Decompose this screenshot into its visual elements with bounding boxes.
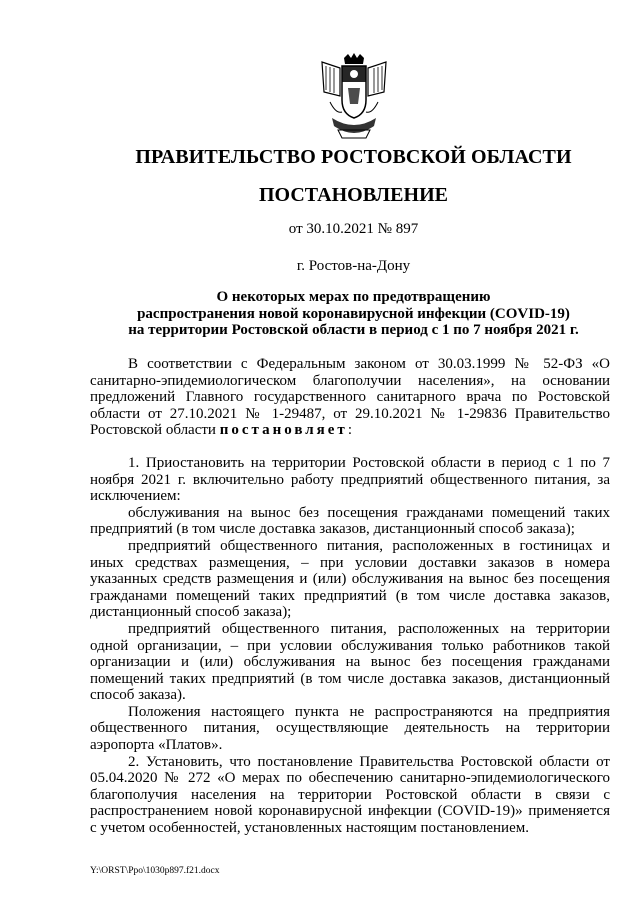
- item-1-exception-b: предприятий общественного питания, расположенных в гостиницах и иных средствах размещения, – при условии доставки заказов в номера указанных средств размещения и (или) обслуживания на вынос без посещения гражданами помещений таких предприятий (в том числе доставка заказов, дистанционный способ заказа);: [90, 537, 610, 621]
- preamble-verb: постановляет: [219, 422, 348, 439]
- footer-file-path: Y:\ORST\Ppo\1030p897.f21.docx: [90, 866, 220, 876]
- item-1-exception-c: предприятий общественного питания, расположенных на территории одной организации, – при условии обслуживания только работников такой организации и (или) обслуживания на вынос без посещения гражданами помещений таких предприятий (в том числе доставка заказов, дистанционный способ заказа).: [90, 620, 610, 704]
- preamble-paragraph: [90, 356, 610, 439]
- organization-title: ПРАВИТЕЛЬСТВО РОСТОВСКОЙ ОБЛАСТИ: [135, 146, 572, 168]
- coat-of-arms-icon: [318, 52, 390, 144]
- document-city: г. Ростов-на-Дону: [296, 258, 411, 274]
- item-2-paragraph: 2. Установить, что постановление Правительства Ростовской области от 05.04.2020 № 272 «О мерах по обеспечению санитарно-эпидемиологического благополучия населения на территории Ростовской области в связи с распространением новой коронавирусной инфекции (COVID-19)» применяется с учетом особенностей, установленных настоящим постановлением.: [90, 753, 610, 837]
- subject-line-2: распространения новой коронавирусной инфекции (COVID-19): [137, 305, 570, 322]
- item-1-note: Положения настоящего пункта не распространяются на предприятия общественного питания, осуществляющие деятельность на территории аэропорта «Платов».: [90, 703, 610, 754]
- subject-line-1: О некоторых мерах по предотвращению: [216, 289, 491, 305]
- document-subject: [90, 289, 617, 339]
- subject-line-3: на территории Ростовской области в период с 1 по 7 ноября 2021 г.: [128, 322, 579, 338]
- preamble-end: :: [347, 422, 352, 439]
- item-1-exception-a: обслуживания на вынос без посещения гражданами помещений таких предприятий (в том числе доставка заказов, дистанционный способ заказа);: [90, 504, 610, 538]
- document-type: ПОСТАНОВЛЕНИЕ: [259, 184, 448, 206]
- item-1-paragraph: 1. Приостановить на территории Ростовской области в период с 1 по 7 ноября 2021 г. включительно работу предприятий общественного питания, за исключением:: [90, 454, 610, 505]
- document-body: [90, 356, 610, 837]
- document-date-number: от 30.10.2021 № 897: [288, 221, 419, 237]
- preamble-text: В соответствии с Федеральным законом от 30.03.1999 № 52-ФЗ «О санитарно-эпидемиологическом благополучии населения», на основании предложений Главного государственного санитарного врача по Ростовской области от 27.10.2021 № 1-29487, от 29.10.2021 № 1-29836 Правительство Ростовской области: [90, 356, 610, 439]
